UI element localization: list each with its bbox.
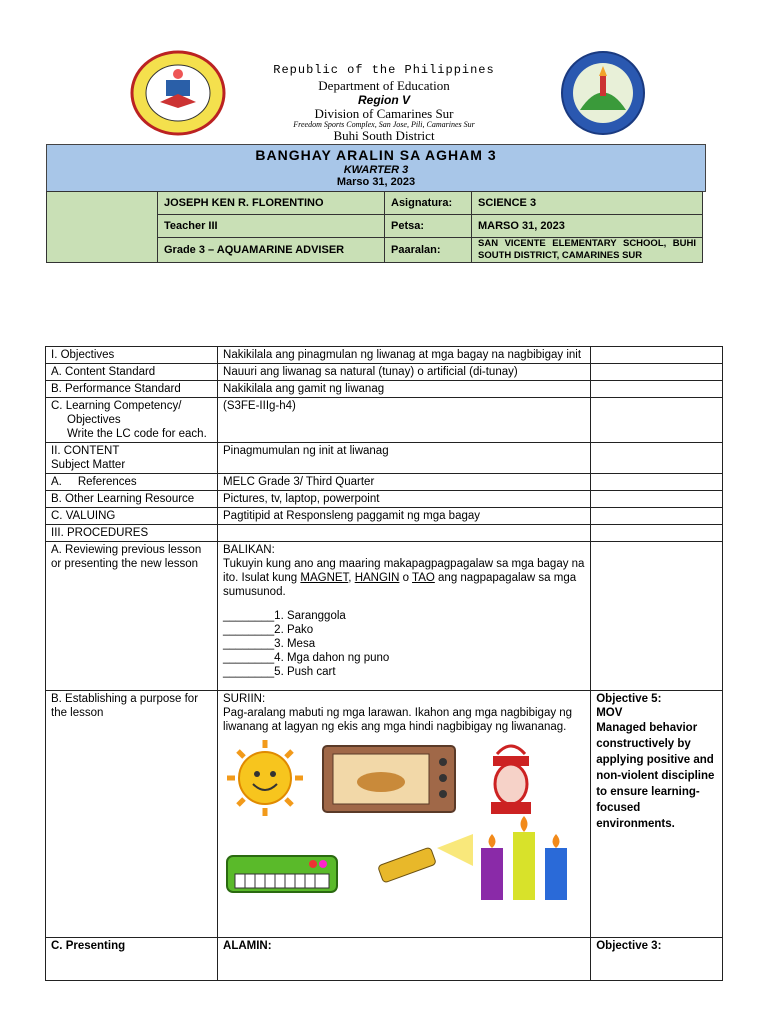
table-row bbox=[46, 398, 723, 443]
lesson-title-box bbox=[46, 144, 706, 192]
objectives-notes bbox=[591, 347, 723, 364]
lesson-plan-table bbox=[45, 346, 723, 981]
objective5-cell: Objective 5: MOV Managed behavior constructively by applying positive and non-violent discipline to ensure learning-focused environments. bbox=[591, 691, 723, 938]
content-standard-value: Nauuri ang liwanag sa natural (tunay) o artificial (di-tunay) bbox=[218, 364, 591, 381]
teacher-adviser: Grade 3 – AQUAMARINE ADVISER bbox=[158, 238, 385, 263]
table-row bbox=[46, 508, 723, 525]
flashlight-picture bbox=[378, 834, 473, 883]
table-row bbox=[46, 525, 723, 542]
table-row bbox=[46, 381, 723, 398]
date-label: Petsa: bbox=[385, 215, 472, 238]
list-item: ________2. Pako bbox=[223, 624, 314, 636]
valuing-value: Pagtitipid at Responsleng paggamit ng mga bagay bbox=[218, 508, 591, 525]
candles-picture bbox=[481, 816, 567, 900]
list-item: ________1. Saranggola bbox=[223, 610, 346, 622]
list-item: ________5. Push cart bbox=[223, 666, 336, 678]
header-division: Division of Camarines Sur bbox=[314, 106, 454, 121]
other-resources-label: B. Other Learning Resource bbox=[46, 491, 218, 508]
objectives-value: Nakikilala ang pinagmulan ng liwanag at mga bagay na nagbibigay init bbox=[218, 347, 591, 364]
teacher-name: JOSEPH KEN R. FLORENTINO bbox=[158, 192, 385, 215]
suriin-title: SURIIN: bbox=[223, 693, 266, 705]
lesson-date: Marso 31, 2023 bbox=[336, 176, 416, 188]
suriin-instructions: Pag-aralang mabuti ng mga larawan. Ikahon ang mga nagbibigay ng liwanang at lagyan ng ekis ang mga hindi nagbibigay ng liwananag. bbox=[223, 707, 573, 733]
header-department: Department of Education bbox=[318, 78, 450, 93]
school-value: SAN VICENTE ELEMENTARY SCHOOL, BUHI SOUTH DISTRICT, CAMARINES SUR bbox=[472, 238, 703, 263]
lesson-title: BANGHAY ARALIN SA AGHAM 3 bbox=[255, 147, 497, 163]
lantern-picture bbox=[491, 746, 531, 814]
balikan-title: BALIKAN: bbox=[223, 544, 275, 556]
learning-competency-value: (S3FE-IIIg-h4) bbox=[218, 398, 591, 443]
other-resources-value: Pictures, tv, laptop, powerpoint bbox=[218, 491, 591, 508]
info-blank-cell bbox=[47, 192, 158, 263]
performance-standard-label: B. Performance Standard bbox=[46, 381, 218, 398]
performance-standard-value: Nakikilala ang gamit ng liwanag bbox=[218, 381, 591, 398]
table-row bbox=[46, 691, 723, 938]
subject-label: Asignatura: bbox=[385, 192, 472, 215]
subject-value: SCIENCE 3 bbox=[472, 192, 703, 215]
references-label: A. References bbox=[46, 474, 218, 491]
teacher-position: Teacher III bbox=[158, 215, 385, 238]
list-item: ________4. Mga dahon ng puno bbox=[223, 652, 390, 664]
content-standard-label: A. Content Standard bbox=[46, 364, 218, 381]
content-label: II. CONTENT Subject Matter bbox=[46, 443, 218, 474]
teacher-info-table bbox=[46, 191, 703, 263]
content-value: Pinagmumulan ng init at liwanag bbox=[218, 443, 591, 474]
header-district: Buhi South District bbox=[333, 128, 435, 143]
table-row bbox=[46, 474, 723, 491]
suriin-cell bbox=[218, 691, 591, 938]
balikan-cell bbox=[218, 542, 591, 691]
table-row bbox=[46, 938, 723, 981]
objectives-label: I. Objectives bbox=[46, 347, 218, 364]
valuing-label: C. VALUING bbox=[46, 508, 218, 525]
purpose-label: B. Establishing a purpose for the lesson bbox=[46, 691, 218, 938]
school-label: Paaralan: bbox=[385, 238, 472, 263]
table-row bbox=[46, 347, 723, 364]
table-row bbox=[46, 443, 723, 474]
presenting-label: C. Presenting bbox=[46, 938, 218, 981]
review-label: A. Reviewing previous lesson or presenting the new lesson bbox=[46, 542, 218, 691]
list-item: ________3. Mesa bbox=[223, 638, 316, 650]
learning-competency-label: C. Learning Competency/ Objectives Write the LC code for each. bbox=[46, 398, 218, 443]
light-sources-pictures bbox=[223, 738, 578, 918]
references-value: MELC Grade 3/ Third Quarter bbox=[218, 474, 591, 491]
table-row bbox=[46, 364, 723, 381]
sun-picture bbox=[227, 740, 303, 816]
procedures-label: III. PROCEDURES bbox=[46, 525, 218, 542]
table-row bbox=[46, 542, 723, 691]
toy-keyboard-picture bbox=[227, 856, 337, 892]
alamin-title: ALAMIN: bbox=[218, 938, 591, 981]
oven-picture bbox=[323, 746, 455, 812]
balikan-instructions: Tukuyin kung ano ang maaring makapagpagpagalaw sa mga bagay na ito. Isulat kung MAGNET, HANGIN o TAO ang nagpapagalaw sa mga sumusunod. bbox=[223, 558, 585, 598]
header-republic: Republic of the Philippines bbox=[273, 63, 495, 77]
lesson-quarter: KWARTER 3 bbox=[343, 164, 409, 176]
date-value: MARSO 31, 2023 bbox=[472, 215, 703, 238]
table-row bbox=[46, 491, 723, 508]
header-address: Freedom Sports Complex, San Jose, Pili, Camarines Sur bbox=[293, 120, 475, 129]
header-region: Region V bbox=[357, 93, 410, 107]
objective3-title: Objective 3: bbox=[591, 938, 723, 981]
